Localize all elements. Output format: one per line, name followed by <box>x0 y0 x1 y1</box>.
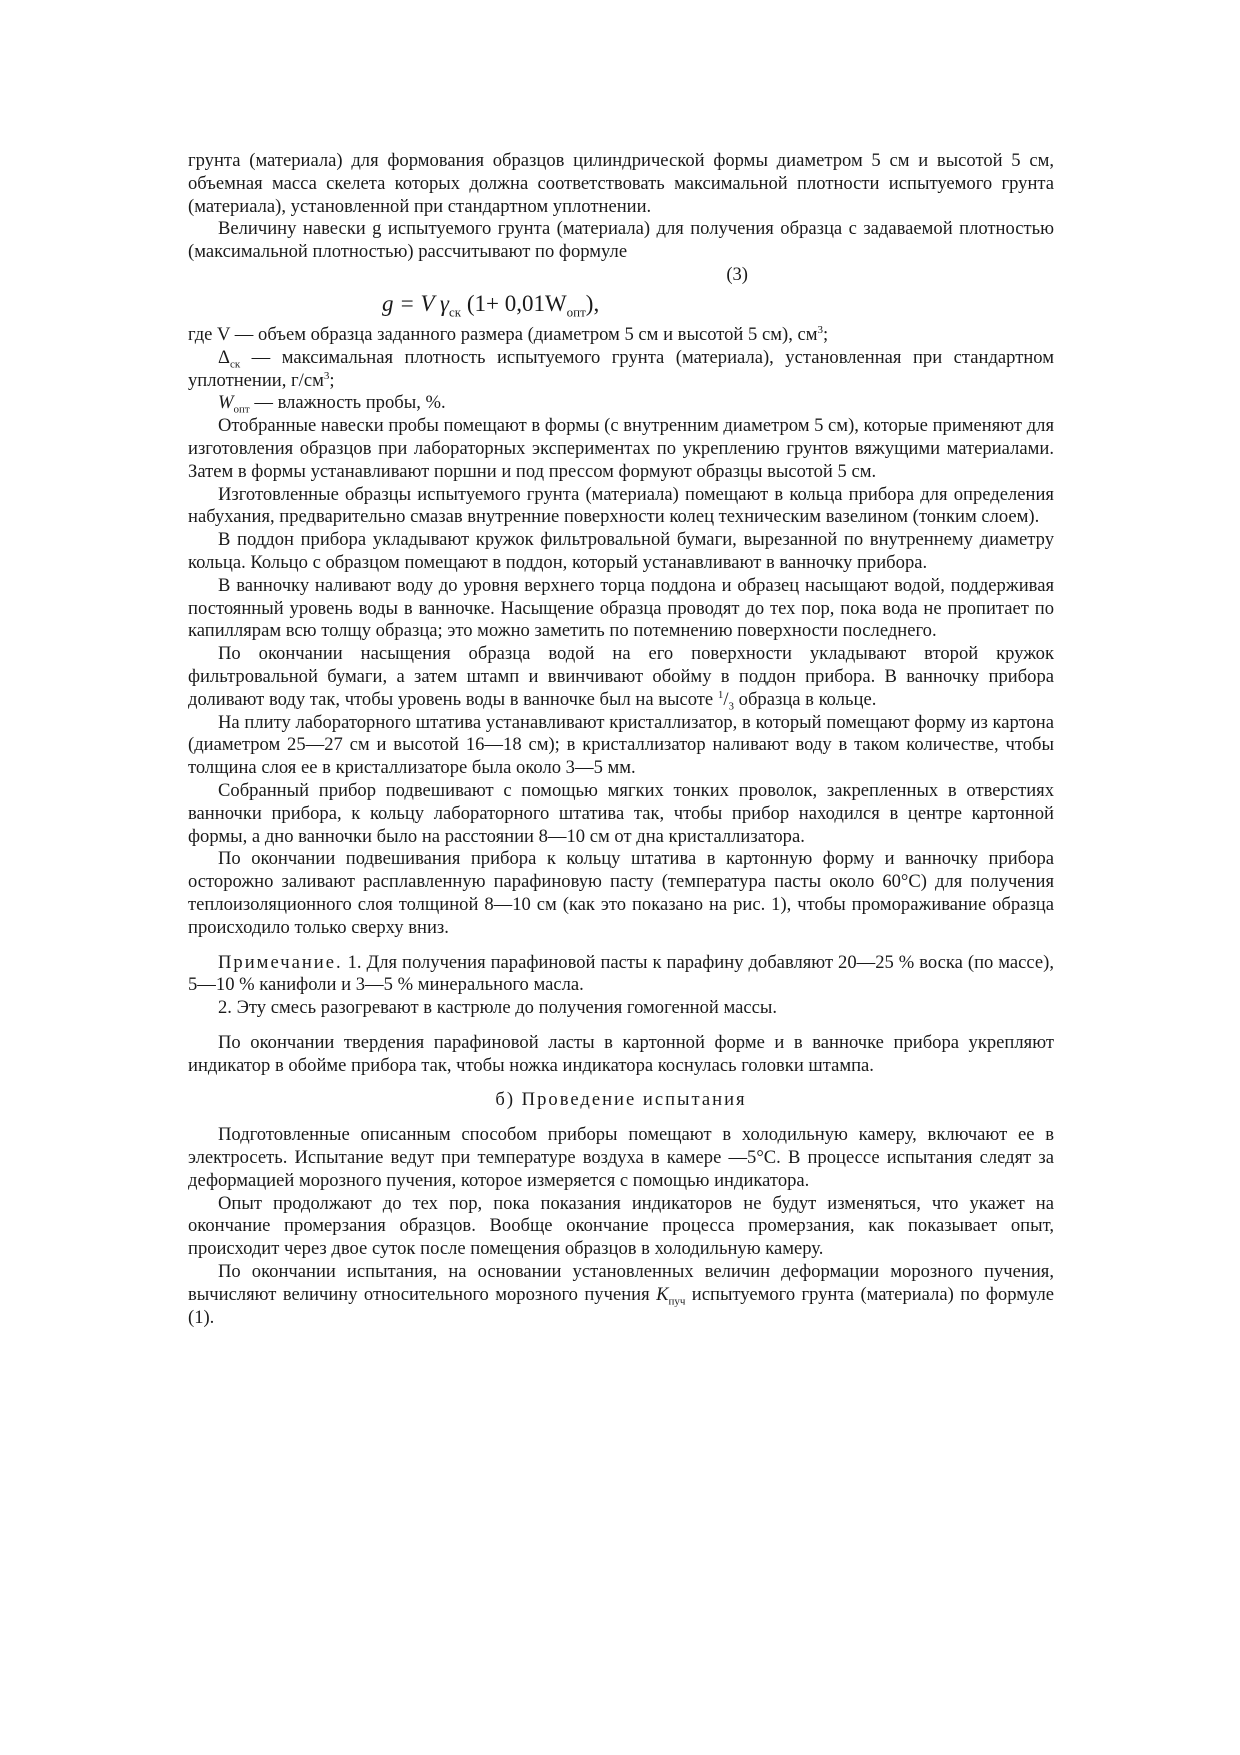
formula-middle: (1+ 0,01W <box>466 290 567 316</box>
subscript: 3 <box>728 700 735 713</box>
paragraph <box>188 1261 1054 1329</box>
superscript: 1 <box>717 688 724 701</box>
formula-end: ), <box>585 290 600 316</box>
paragraph: По окончании подвешивания прибора к кольцу штатива в картонную форму и ванночку прибора осторожно заливают расплавленную парафиновую пасту (температура пасты около 60°С) для получения теплоизоляционного слоя толщиной 8—10 см (как это показано на рис. 1), чтобы промораживание образца происходило только сверху вниз. <box>188 848 1054 938</box>
paragraph: Изготовленные образцы испытуемого грунта (материала) помещают в кольца прибора для определения набухания, предварительно смазав внутренние поверхности колец техническим вазелином (тонким слоем). <box>188 483 1054 528</box>
subscript: ск <box>229 358 241 371</box>
formula <box>188 286 1054 324</box>
paragraph: грунта (материала) для формования образцов цилиндрической формы диаметром 5 см и высотой 5 см, объемная масса скелета которых должна соответствовать максимальной плотности испытуемого грунта (материала), установленной при стандартном уплотнении. <box>188 150 1054 217</box>
symbol: K <box>656 1283 669 1305</box>
paragraph: Величину навески g испытуемого грунта (материала) для получения образца с задаваемой плотностью (максимальной плотностью) рассчитывают по формуле <box>188 218 1054 263</box>
paragraph: Подготовленные описанным способом приборы помещают в холодильную камеру, включают ее в электросеть. Испытание ведут при температуре воздуха в камере —5°С. В процессе испытания следят за деформацией морозного пучения, которое измеряется с помощью индикатора. <box>188 1124 1054 1191</box>
definition-text: — влажность пробы, %. <box>249 392 446 414</box>
paragraph: На плиту лабораторного штатива устанавливают кристаллизатор, в который помещают форму из картона (диаметром 25—27 см и высотой 16—18 см); в кристаллизатор наливают воду в таком количестве, чтобы толщина слоя ее в кристаллизаторе была около 3—5 мм. <box>188 711 1054 779</box>
equation-number: (3) <box>726 263 748 285</box>
paragraph: Отобранные навески пробы помещают в формы (с внутренним диаметром 5 см), которые применяют для изготовления образцов при лабораторных экспериментах по укреплению грунтов вяжущими материалами. Затем в формы устанавливают поршни и под прессом формуют образцы высотой 5 см. <box>188 415 1055 482</box>
document-page <box>188 150 1054 1329</box>
symbol: W <box>218 392 234 414</box>
note: 2. Эту смесь разогревают в кастрюле до получения гомогенной массы. <box>218 997 778 1019</box>
definition-text: где V — объем образца заданного размера (диаметром 5 см и высотой 5 см), см <box>188 323 818 345</box>
note-label: Примечание. <box>218 951 343 973</box>
definition <box>188 347 1054 393</box>
section-heading: б) Проведение испытания <box>495 1089 747 1111</box>
paragraph-text: По окончании испытания, на основании установленных величин деформации морозного пучения, вычисляют величину относительного морозного пучения <box>188 1261 1054 1305</box>
formula-subscript: опт <box>566 304 586 320</box>
subscript: пуч <box>668 1295 686 1308</box>
superscript: 3 <box>817 323 824 336</box>
paragraph-text: По окончании насыщения образца водой на его поверхности укладывают второй кружок фильтровальной бумаги, а затем штамп и ввинчивают обойму в поддон прибора. В ванночку прибора доливают воду так, чтобы уровень воды в ванночке был на высоте <box>188 643 1054 710</box>
note <box>188 952 1054 998</box>
paragraph-text: образца в кольце. <box>734 688 877 710</box>
definition-end: ; <box>329 369 335 391</box>
symbol: Δ <box>218 346 230 368</box>
paragraph-text: испытуемого грунта (материала) по формуле (1). <box>188 1283 1054 1328</box>
definition <box>188 324 1054 347</box>
paragraph: Опыт продолжают до тех пор, пока показания индикаторов не будут изменяться, что укажет на окончание промерзания образцов. Вообще окончание процесса промерзания, как показывает опыт, происходит через двое суток после помещения образцов в холодильную камеру. <box>188 1192 1054 1260</box>
superscript: 3 <box>323 369 330 382</box>
definition-end: ; <box>823 323 829 345</box>
paragraph: По окончании насыщения образца водой на его поверхности укладывают второй кружок фильтровальной бумаги, а затем штамп и ввинчивают обойму в поддон прибора. В ванночку прибора доливают воду так, чтобы уровень воды в ванночке был на высоте $^1/_3$ образца в кольце. <box>188 643 1054 713</box>
paragraph: В поддон прибора укладывают кружок фильтровальной бумаги, вырезанной по внутреннему диаметру кольца. Кольцо с образцом помещают в поддон, который устанавливают в ванночку прибора. <box>188 529 1054 573</box>
note-text: 1. Для получения парафиновой пасты к парафину добавляют 20—25 % воска (по массе), 5—10 % канифоли и 3—5 % минерального масла. <box>188 951 1054 996</box>
paragraph: По окончании твердения парафиновой ласты в картонной форме и в ванночке прибора укрепляют индикатор в обойме прибора так, чтобы ножка индикатора коснулась головки штампа. <box>188 1031 1054 1076</box>
definition <box>188 392 1054 415</box>
subscript: опт <box>233 404 250 417</box>
paragraph: Собранный прибор подвешивают с помощью мягких тонких проволок, закрепленных в отверстиях ванночки прибора, к кольцу лабораторного штатива так, чтобы прибор находился в центре картонной формы, а дно ванночки было на расстоянии 8—10 см от дна кристаллизатора. <box>188 779 1054 847</box>
definition-text: — максимальная плотность испытуемого грунта (материала), установленная при стандартном уплотнении, г/см <box>188 346 1054 391</box>
paragraph: В ванночку наливают воду до уровня верхнего торца поддона и образец насыщают водой, поддерживая постоянный уровень воды в ванночке. Насыщение образца проводят до тех пор, пока вода не пропитает по капиллярам всю толщу образца; это можно заметить по потемнению поверхности последнего. <box>188 574 1054 642</box>
formula-subscript: ск <box>448 304 462 320</box>
formula-lhs: g = V γ <box>382 290 449 316</box>
